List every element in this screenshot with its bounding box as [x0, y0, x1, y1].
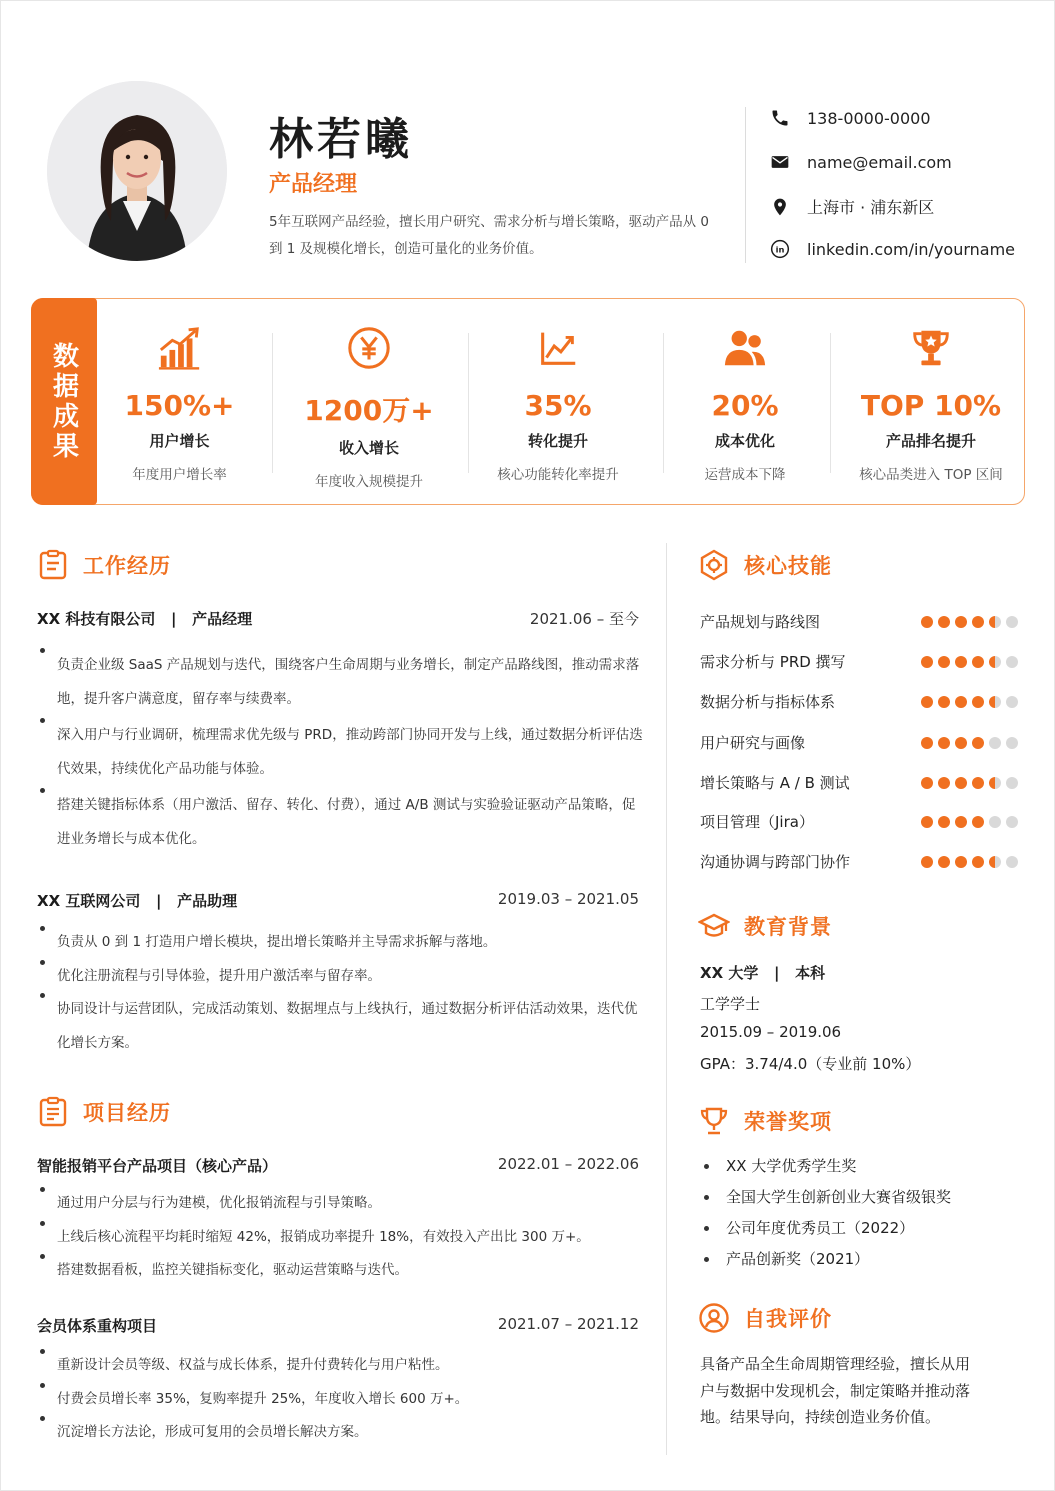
graduation-cap-icon [698, 910, 730, 942]
stat-divider [830, 333, 831, 473]
project-period: 2021.07 – 2021.12 [497, 1315, 639, 1333]
stat-conversion [483, 323, 633, 483]
education-school: XX 大学 [700, 964, 759, 982]
self-eval-section-title: 自我评价 [744, 1307, 832, 1331]
profile-summary: 5年互联网产品经验，擅长用户研究、需求分析与增长策略，驱动产品从 0 到 1 及规模化增长，创造可量化的业务价值。 [269, 214, 709, 257]
stat-value: TOP 10% [860, 389, 1002, 422]
skill-name: 增长策略与 A / B 测试 [700, 774, 850, 792]
education-degree: 本科 [795, 964, 826, 982]
person-name: 林若曦 [269, 114, 413, 165]
skill-row [700, 811, 1018, 832]
work-section-title: 工作经历 [83, 554, 171, 578]
stat-value: 35% [524, 389, 592, 422]
column-divider [666, 543, 667, 1455]
skill-row [700, 611, 1018, 632]
skill-rating [921, 696, 1018, 708]
job-period: 2021.06 – 至今 [529, 610, 639, 628]
stats-tab [31, 298, 97, 505]
job-bullet: 负责企业级 SaaS 产品规划与迭代，围绕客户生命周期与业务增长，制定产品路线图，推动需求落地，提升客户满意度，留存率与续费率。 [37, 648, 647, 716]
project-section-title: 项目经历 [83, 1101, 171, 1125]
skill-rating [921, 737, 1018, 749]
project-bullets [37, 1349, 647, 1450]
skill-name: 数据分析与指标体系 [700, 693, 836, 711]
stat-desc: 年度用户增长率 [132, 467, 227, 483]
stat-desc: 年度收入规模提升 [315, 474, 423, 490]
clipboard-icon [37, 549, 69, 581]
project-section-heading [37, 1096, 171, 1128]
contact-linkedin-text: linkedin.com/in/yourname [807, 239, 1016, 259]
skill-name: 项目管理（Jira） [700, 813, 814, 831]
yuan-icon [294, 323, 444, 373]
skill-name: 用户研究与画像 [700, 734, 806, 752]
project-bullets [37, 1187, 647, 1288]
education-section-title: 教育背景 [744, 915, 832, 939]
project-bullet: 付费会员增长率 35%，复购率提升 25%，年度收入增长 600 万+。 [37, 1383, 647, 1417]
job-company-line: XX 互联网公司 | 产品助理 [37, 892, 238, 910]
svg-text:in: in [775, 244, 785, 255]
stat-desc: 核心品类进入 TOP 区间 [859, 467, 1003, 483]
stat-label: 收入增长 [338, 439, 399, 457]
skill-row [700, 732, 1018, 753]
stat-label: 转化提升 [527, 432, 588, 450]
project-bullet: 重新设计会员等级、权益与成长体系，提升付费转化与用户粘性。 [37, 1349, 647, 1383]
project-name: 智能报销平台产品项目（核心产品） [37, 1157, 278, 1175]
skill-rating [921, 656, 1018, 668]
avatar [47, 81, 227, 261]
self-eval-section-heading [698, 1302, 832, 1334]
skill-row [700, 851, 1018, 872]
stat-user-growth [112, 323, 247, 483]
job-company: XX 互联网公司 [37, 892, 141, 910]
stat-revenue [294, 323, 444, 490]
stat-value: 1200万+ [304, 394, 434, 427]
mail-icon [769, 151, 791, 173]
header-divider [745, 107, 746, 263]
job-header [37, 608, 639, 629]
project-bullet: 上线后核心流程平均耗时缩短 42%，报销成功率提升 18%，有效投入产出比 300 万+。 [37, 1221, 647, 1255]
skill-name: 沟通协调与跨部门协作 [700, 853, 851, 871]
award-item: 全国大学生创新创业大赛省级银奖 [700, 1184, 1020, 1215]
job-bullet: 优化注册流程与引导体验，提升用户激活率与留存率。 [37, 960, 647, 994]
job-bullet: 协同设计与运营团队，完成活动策划、数据埋点与上线执行，通过数据分析评估活动效果，迭代优化增长方案。 [37, 993, 647, 1060]
stat-divider [468, 333, 469, 473]
job-bullets [37, 648, 647, 856]
skills-section-title: 核心技能 [744, 554, 832, 578]
contact-email[interactable] [769, 151, 952, 173]
stat-divider [272, 333, 273, 473]
trophy-outline-icon [698, 1105, 730, 1137]
stat-label: 成本优化 [714, 432, 775, 450]
skill-name: 需求分析与 PRD 撰写 [700, 653, 846, 671]
skill-rating [921, 616, 1018, 628]
job-bullet: 深入用户与行业调研，梳理需求优先级与 PRD，推动跨部门协同开发与上线，通过数据分析评估迭代效果，持续优化产品功能与体验。 [37, 718, 647, 786]
contact-linkedin[interactable] [769, 238, 1015, 260]
project-name: 会员体系重构项目 [37, 1317, 158, 1335]
user-circle-icon [698, 1302, 730, 1334]
project-bullet: 搭建数据看板，监控关键指标变化，驱动运营策略与迭代。 [37, 1254, 647, 1288]
skills-section-heading [698, 549, 832, 581]
job-company: XX 科技有限公司 [37, 610, 156, 628]
phone-icon [769, 107, 791, 129]
work-section-heading [37, 549, 171, 581]
project-bullet: 沉淀增长方法论，形成可复用的会员增长解决方案。 [37, 1416, 647, 1450]
hexagon-gear-icon [698, 549, 730, 581]
skill-rating [921, 777, 1018, 789]
education-period: 2015.09 – 2019.06 [700, 1023, 842, 1041]
self-eval-text: 具备产品全生命周期管理经验，擅长从用户与数据中发现机会，制定策略并推动落地。结果导向，持续创造业务价值。 [700, 1355, 971, 1426]
education-major: 工学学士 [700, 995, 761, 1013]
contact-location-text: 上海市 · 浦东新区 [807, 198, 935, 217]
job-bullets [37, 926, 647, 1060]
skill-rating [921, 816, 1018, 828]
contact-phone-text: 138-0000-0000 [807, 108, 931, 128]
users-icon [681, 323, 809, 373]
trophy-icon [844, 323, 1018, 373]
job-position: 产品助理 [177, 892, 238, 910]
education-school-line: XX 大学 | 本科 [700, 964, 826, 982]
skill-row [700, 651, 1018, 672]
awards-section-title: 荣誉奖项 [744, 1110, 832, 1134]
stat-divider [663, 333, 664, 473]
award-item: 公司年度优秀员工（2022） [700, 1215, 1020, 1246]
skill-row [700, 772, 1018, 793]
stat-desc: 运营成本下降 [704, 467, 786, 483]
job-company-line: XX 科技有限公司 | 产品经理 [37, 610, 253, 628]
project-period: 2022.01 – 2022.06 [497, 1155, 639, 1173]
stat-value: 150%+ [124, 389, 235, 422]
contact-location [769, 195, 934, 218]
award-item: 产品创新奖（2021） [700, 1246, 1020, 1277]
job-bullet: 负责从 0 到 1 打造用户增长模块，提出增长策略并主导需求拆解与落地。 [37, 926, 647, 960]
skill-row [700, 691, 1018, 712]
skill-name: 产品规划与路线图 [700, 613, 821, 631]
project-header [37, 1155, 639, 1176]
location-icon [769, 196, 791, 218]
awards-list [700, 1153, 1020, 1277]
contact-phone[interactable] [769, 107, 931, 129]
job-title: 产品经理 [269, 172, 358, 197]
stat-desc: 核心功能转化率提升 [497, 467, 619, 483]
awards-section-heading [698, 1105, 832, 1137]
job-period: 2019.03 – 2021.05 [497, 890, 639, 908]
stat-value: 20% [711, 389, 779, 422]
stat-label: 用户增长 [149, 432, 210, 450]
portrait-image [47, 81, 227, 261]
job-bullet: 搭建关键指标体系（用户激活、留存、转化、付费），通过 A/B 测试与实验验证驱动产品策略，促进业务增长与成本优化。 [37, 788, 647, 856]
project-bullet: 通过用户分层与行为建模，优化报销流程与引导策略。 [37, 1187, 647, 1221]
education-section-heading [698, 910, 832, 942]
contact-email-text: name@email.com [807, 152, 952, 172]
linkedin-icon [769, 238, 791, 260]
job-header [37, 890, 639, 911]
stat-cost [681, 323, 809, 483]
job-position: 产品经理 [192, 610, 253, 628]
skill-rating [921, 856, 1018, 868]
bar-growth-icon [112, 323, 247, 373]
stats-tab-label: 数据成果 [48, 341, 79, 462]
stat-ranking [844, 323, 1018, 483]
education-gpa: GPA：3.74/4.0（专业前 10%） [700, 1055, 921, 1073]
line-chart-icon [483, 323, 633, 373]
stat-label: 产品排名提升 [885, 432, 976, 450]
clipboard-list-icon [37, 1096, 69, 1128]
project-header [37, 1315, 639, 1336]
award-item: XX 大学优秀学生奖 [700, 1153, 1020, 1184]
